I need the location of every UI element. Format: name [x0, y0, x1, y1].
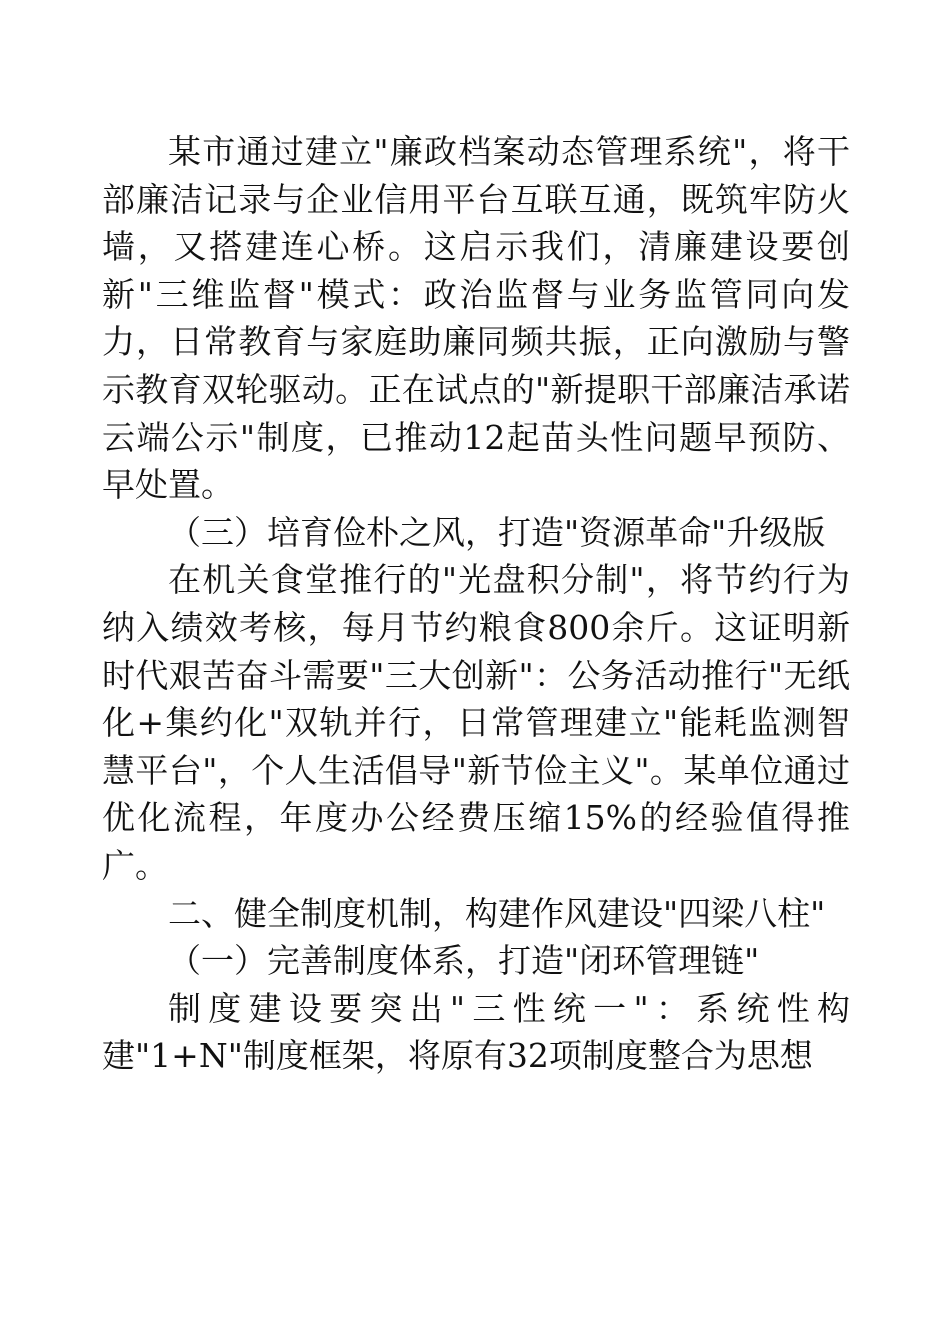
document-page	[102, 128, 850, 1080]
body-paragraph-2: 在机关食堂推行的"光盘积分制"，将节约行为纳入绩效考核，每月节约粮食800余斤。这证明新时代艰苦奋斗需要"三大创新"：公务活动推行"无纸化+集约化"双轨并行，日常管理建立"能耗监测智慧平台"，个人生活倡导"新节俭主义"。某单位通过优化流程，年度办公经费压缩15%的经验值得推广。	[102, 560, 850, 885]
section-heading-1: （一）完善制度体系，打造"闭环管理链"	[168, 941, 760, 981]
body-paragraph-3: 制度建设要突出"三性统一"：系统性构建"1+N"制度框架，将原有32项制度整合为思想	[102, 988, 850, 1076]
body-paragraph-1: 某市通过建立"廉政档案动态管理系统"，将干部廉洁记录与企业信用平台互联互通，既筑牢防火墙，又搭建连心桥。这启示我们，清廉建设要创新"三维监督"模式：政治监督与业务监管同向发力，日常教育与家庭助廉同频共振，正向激励与警示教育双轮驱动。正在试点的"新提职干部廉洁承诺云端公示"制度，已推动12起苗头性问题早预防、早处置。	[102, 132, 850, 505]
section-heading-3: （三）培育俭朴之风，打造"资源革命"升级版	[168, 512, 826, 552]
chapter-heading-2: 二、健全制度机制，构建作风建设"四梁八柱"	[168, 893, 826, 933]
